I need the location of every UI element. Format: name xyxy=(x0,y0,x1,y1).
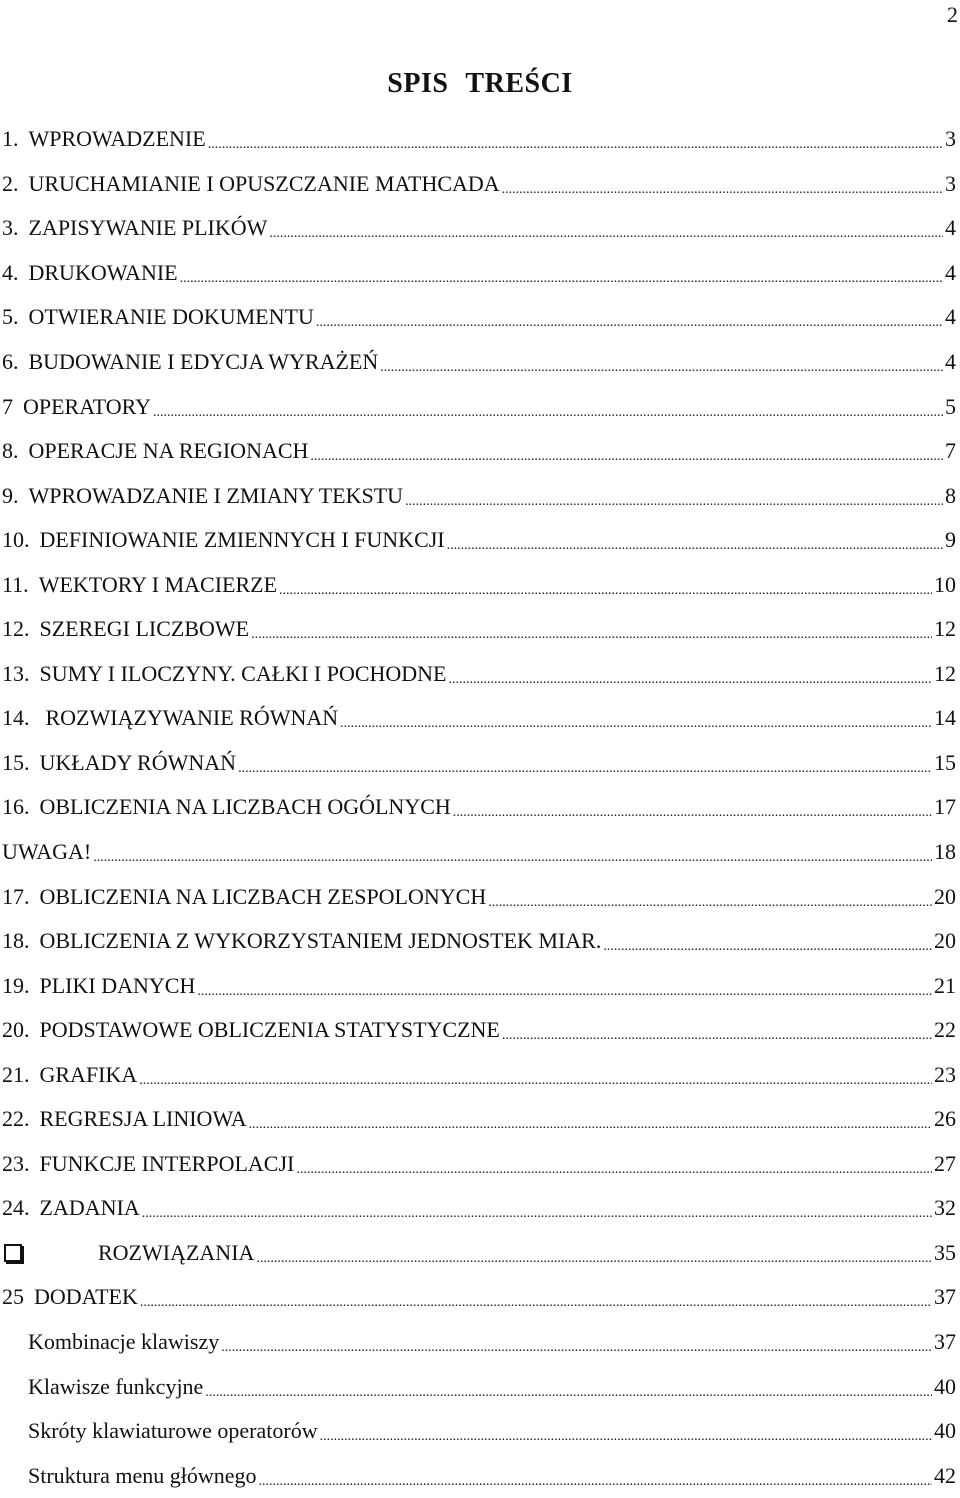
dot-leader xyxy=(140,1286,932,1308)
toc-entry-number: 9. xyxy=(2,482,19,508)
toc-entry-title: GRAFIKA xyxy=(39,1061,138,1087)
toc-entry-number: 1. xyxy=(2,126,19,152)
toc-entry[interactable] xyxy=(0,295,956,340)
toc-entry-page: 4 xyxy=(945,215,956,241)
toc-entry-page: 3 xyxy=(945,170,956,196)
toc-entry-number: 16. xyxy=(2,794,30,820)
checkbox-bullet-icon xyxy=(4,1244,22,1262)
dot-leader xyxy=(453,796,932,818)
toc-entry[interactable] xyxy=(0,607,956,652)
toc-entry-number: 4. xyxy=(2,259,19,285)
toc-entry-page: 37 xyxy=(934,1329,956,1355)
dot-leader xyxy=(251,618,932,640)
toc-entry-title: UWAGA! xyxy=(2,839,92,865)
toc-entry-page: 4 xyxy=(945,304,956,330)
toc-entry-number: 25 xyxy=(2,1284,24,1310)
toc-entry[interactable] xyxy=(0,874,956,919)
toc-entry-title: Skróty klawiaturowe operatorów xyxy=(28,1418,318,1444)
toc-entry[interactable] xyxy=(0,1186,956,1231)
toc-entry-page: 4 xyxy=(945,349,956,374)
toc-title: SPIS TREŚCI xyxy=(387,68,573,99)
toc-entry-title: OPERATORY xyxy=(23,393,151,419)
toc-entry-number: 23. xyxy=(2,1150,30,1176)
toc-entry-title: OBLICZENIA NA LICZBACH ZESPOLONYCH xyxy=(39,883,487,909)
toc-entry-number: 18. xyxy=(2,928,30,954)
toc-entry[interactable] xyxy=(0,206,956,251)
toc-entry-title: Struktura menu głównego xyxy=(28,1462,257,1488)
toc-entry-page: 15 xyxy=(934,749,956,775)
toc-entry[interactable] xyxy=(0,518,956,563)
toc-entry-title: Kombinacje klawiszy xyxy=(28,1329,220,1355)
toc-entry-page: 20 xyxy=(934,928,956,954)
page-number: 2 xyxy=(947,2,958,27)
toc-entry-title: UKŁADY RÓWNAŃ xyxy=(39,749,237,775)
dot-leader xyxy=(269,217,943,239)
toc-entry[interactable] xyxy=(0,562,956,607)
toc-entry-title: PLIKI DANYCH xyxy=(39,972,196,998)
toc-entry[interactable] xyxy=(0,1231,956,1276)
toc-entry-number: 15. xyxy=(2,749,30,775)
dot-leader xyxy=(205,1376,932,1398)
dot-leader xyxy=(279,574,932,596)
toc-entry-page: 26 xyxy=(934,1106,956,1132)
dot-leader xyxy=(296,1153,932,1175)
dot-leader xyxy=(502,173,943,195)
toc-entry-number: 10. xyxy=(2,527,30,553)
toc-entry-number: 17. xyxy=(2,883,30,909)
toc-entry-title: URUCHAMIANIE I OPUSZCZANIE MATHCADA xyxy=(28,170,500,196)
toc-entry-page: 40 xyxy=(934,1418,956,1444)
toc-entry-page: 8 xyxy=(945,482,956,508)
toc-entry-number: 24. xyxy=(2,1195,30,1221)
toc-entry-title: DEFINIOWANIE ZMIENNYCH I FUNKCJI xyxy=(39,527,445,553)
toc-entry-title: WPROWADZENIE xyxy=(28,126,206,152)
toc-entry[interactable] xyxy=(0,652,956,697)
toc-entry-title: OTWIERANIE DOKUMENTU xyxy=(28,304,314,330)
dot-leader xyxy=(449,663,933,685)
toc-entry-number: 14. xyxy=(2,705,30,731)
toc-entry[interactable] xyxy=(0,1008,956,1053)
toc-entry[interactable] xyxy=(0,1409,956,1454)
toc-entry-title: SUMY I ILOCZYNY. CAŁKI I POCHODNE xyxy=(39,660,447,686)
toc-entry[interactable] xyxy=(0,1275,956,1320)
toc-entry[interactable] xyxy=(0,1142,956,1187)
toc-entry-page: 5 xyxy=(945,393,956,419)
dot-leader xyxy=(310,440,943,462)
toc-entry-page: 12 xyxy=(934,616,956,642)
dot-leader xyxy=(139,1064,932,1086)
dot-leader xyxy=(238,752,932,774)
toc-entry-page: 18 xyxy=(934,839,956,865)
dot-leader xyxy=(405,485,943,507)
toc-entry-title: WEKTORY I MACIERZE xyxy=(38,571,278,597)
dot-leader xyxy=(320,1420,932,1442)
toc-entry[interactable] xyxy=(0,162,956,207)
toc-entry-title: DRUKOWANIE xyxy=(28,259,178,285)
toc-entry-number: 5. xyxy=(2,304,19,330)
toc-entry-page: 3 xyxy=(945,126,956,152)
toc-entry-page: 37 xyxy=(934,1284,956,1310)
toc-entry-page: 12 xyxy=(934,660,956,686)
toc-entry-number: 12. xyxy=(2,616,30,642)
toc-entry[interactable] xyxy=(0,1320,956,1365)
dot-leader xyxy=(142,1197,932,1219)
toc-entry-number: 8. xyxy=(2,438,19,464)
dot-leader xyxy=(340,707,932,729)
toc-entry[interactable] xyxy=(0,429,956,474)
toc-entry-title: ZADANIA xyxy=(39,1195,140,1221)
dot-leader xyxy=(316,306,943,328)
toc-entry-number: 19. xyxy=(2,972,30,998)
toc-entry-page: 9 xyxy=(945,527,956,553)
toc-entry-page: 40 xyxy=(934,1373,956,1399)
toc-entry-page: 7 xyxy=(945,438,956,464)
toc-entry-number: 6. xyxy=(2,349,19,374)
toc-entry[interactable] xyxy=(0,1097,956,1142)
toc-entry-title: ROZWIĄZYWANIE RÓWNAŃ xyxy=(45,705,339,731)
toc-entry-number: 3. xyxy=(2,215,19,241)
dot-leader xyxy=(153,396,943,418)
toc-entry-title: REGRESJA LINIOWA xyxy=(39,1106,247,1132)
toc-entry-page: 22 xyxy=(934,1017,956,1043)
dot-leader xyxy=(208,128,943,150)
dot-leader xyxy=(256,1242,932,1264)
toc-entry-page: 4 xyxy=(945,259,956,285)
toc-entry[interactable] xyxy=(0,1453,956,1498)
toc-entry-number: 21. xyxy=(2,1061,30,1087)
toc-entry-title: OPERACJE NA REGIONACH xyxy=(28,438,309,464)
dot-leader xyxy=(380,351,943,373)
toc-entry-number: 13. xyxy=(2,660,30,686)
toc-entry[interactable] xyxy=(0,473,956,518)
toc-entry[interactable] xyxy=(0,963,956,1008)
dot-leader xyxy=(221,1331,932,1353)
toc-entry-page: 10 xyxy=(934,571,956,597)
toc-entry[interactable] xyxy=(0,696,956,741)
dot-leader xyxy=(259,1465,932,1487)
dot-leader xyxy=(488,886,932,908)
toc-entry[interactable] xyxy=(0,1052,956,1097)
toc-entry-page: 27 xyxy=(934,1150,956,1176)
toc-entry-number: 11. xyxy=(2,571,29,597)
toc-entry-title: DODATEK xyxy=(34,1284,138,1310)
toc-entry-page: 42 xyxy=(934,1462,956,1488)
dot-leader xyxy=(603,930,932,952)
toc-entry-title: OBLICZENIA NA LICZBACH OGÓLNYCH xyxy=(39,794,451,820)
toc-entry[interactable] xyxy=(0,785,956,830)
toc-entry-number: 22. xyxy=(2,1106,30,1132)
toc-entry[interactable] xyxy=(0,117,956,162)
toc-entry-title: OBLICZENIA Z WYKORZYSTANIEM JEDNOSTEK MIAR. xyxy=(39,928,602,954)
toc-entry-number: 2. xyxy=(2,170,19,196)
toc-entry[interactable] xyxy=(0,251,956,296)
toc-entry-title: ROZWIĄZANIA xyxy=(98,1239,255,1265)
dot-leader xyxy=(93,841,932,863)
toc-entry-page: 14 xyxy=(934,705,956,731)
dot-leader xyxy=(447,529,943,551)
toc-entry-number: 20. xyxy=(2,1017,30,1043)
dot-leader xyxy=(180,262,943,284)
toc-entry-number: 7 xyxy=(2,393,13,419)
toc-entry[interactable] xyxy=(0,919,956,964)
dot-leader xyxy=(502,1019,932,1041)
toc-entry-page: 32 xyxy=(934,1195,956,1221)
table-of-contents xyxy=(0,117,956,1498)
toc-entry-title: SZEREGI LICZBOWE xyxy=(39,616,250,642)
toc-entry-title: Klawisze funkcyjne xyxy=(28,1373,204,1399)
toc-entry[interactable] xyxy=(0,384,956,429)
toc-entry-title: PODSTAWOWE OBLICZENIA STATYSTYCZNE xyxy=(39,1017,500,1043)
toc-entry-page: 17 xyxy=(934,794,956,820)
toc-entry-title: BUDOWANIE I EDYCJA WYRAŻEŃ xyxy=(28,349,379,374)
toc-entry-title: WPROWADZANIE I ZMIANY TEKSTU xyxy=(28,482,404,508)
toc-entry-title: ZAPISYWANIE PLIKÓW xyxy=(28,215,268,241)
dot-leader xyxy=(249,1108,932,1130)
dot-leader xyxy=(197,975,932,997)
toc-entry[interactable] xyxy=(0,830,956,875)
toc-entry-page: 35 xyxy=(934,1239,956,1265)
toc-entry-title: FUNKCJE INTERPOLACJI xyxy=(39,1150,295,1176)
toc-entry-page: 23 xyxy=(934,1061,956,1087)
toc-entry[interactable] xyxy=(0,741,956,786)
toc-entry-page: 20 xyxy=(934,883,956,909)
toc-entry[interactable] xyxy=(0,1364,956,1409)
toc-entry-page: 21 xyxy=(934,972,956,998)
toc-entry[interactable] xyxy=(0,340,956,385)
